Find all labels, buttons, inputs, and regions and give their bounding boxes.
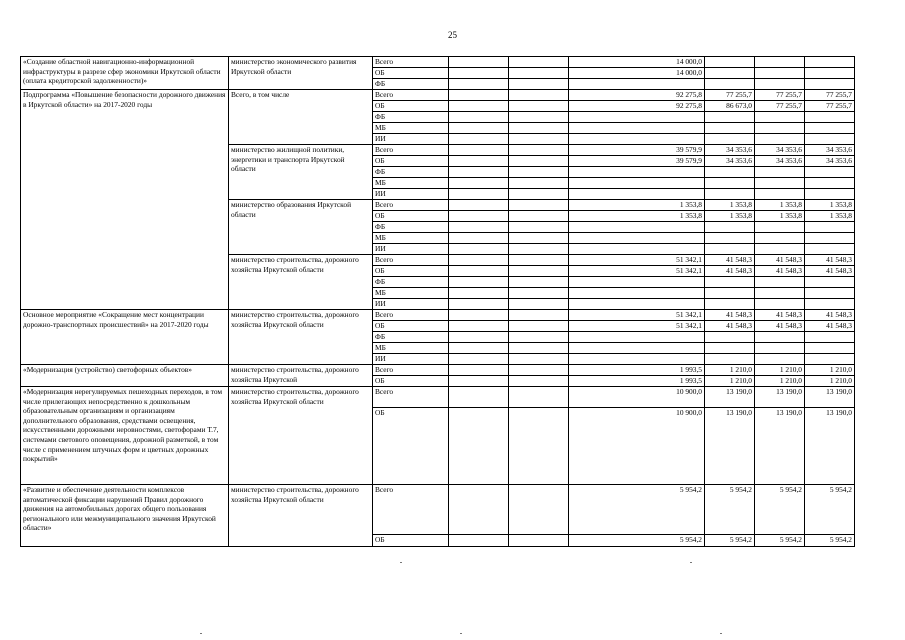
amount-cell: 92 275,8 <box>569 90 705 101</box>
empty-cell <box>449 408 509 485</box>
funding-source-cell: Всего <box>373 200 449 211</box>
funding-source-cell: ОБ <box>373 535 449 547</box>
amount-cell <box>705 244 755 255</box>
amount-cell <box>755 112 805 123</box>
amount-cell <box>805 233 855 244</box>
empty-cell <box>509 277 569 288</box>
empty-cell <box>509 255 569 266</box>
empty-cell <box>449 134 509 145</box>
executor-cell: министерство строительства, дорожного хозяйства Иркутской области <box>229 310 373 365</box>
funding-source-cell: ОБ <box>373 321 449 332</box>
executor-cell: министерство экономического развития Иркутской области <box>229 57 373 90</box>
empty-cell <box>449 222 509 233</box>
funding-source-cell: ФБ <box>373 79 449 90</box>
amount-cell <box>569 233 705 244</box>
amount-cell: 34 353,6 <box>755 145 805 156</box>
amount-cell: 1 353,8 <box>705 200 755 211</box>
amount-cell: 1 353,8 <box>805 200 855 211</box>
amount-cell <box>755 288 805 299</box>
amount-cell: 34 353,6 <box>705 156 755 167</box>
empty-cell <box>449 376 509 387</box>
empty-cell <box>449 535 509 547</box>
empty-cell <box>449 288 509 299</box>
empty-cell <box>449 167 509 178</box>
funding-source-cell: Всего <box>373 365 449 376</box>
empty-cell <box>509 156 569 167</box>
amount-cell: 5 954,2 <box>805 535 855 547</box>
amount-cell <box>705 299 755 310</box>
empty-cell <box>509 200 569 211</box>
amount-cell: 92 275,8 <box>569 101 705 112</box>
amount-cell: 77 255,7 <box>755 90 805 101</box>
empty-cell <box>449 387 509 408</box>
amount-cell: 5 954,2 <box>569 535 705 547</box>
table-row <box>21 57 855 68</box>
empty-cell <box>509 408 569 485</box>
amount-cell <box>805 68 855 79</box>
amount-cell: 13 190,0 <box>705 387 755 408</box>
amount-cell <box>569 343 705 354</box>
amount-cell <box>705 68 755 79</box>
empty-cell <box>449 321 509 332</box>
amount-cell: 5 954,2 <box>755 535 805 547</box>
amount-cell <box>705 79 755 90</box>
table-row <box>21 365 855 376</box>
empty-cell <box>509 485 569 535</box>
amount-cell <box>755 222 805 233</box>
empty-cell <box>509 68 569 79</box>
measure-name-cell: «Развитие и обеспечение деятельности комплексов автоматической фиксации нарушений Правил дорожного движения на автомобильных дорогах общего пользования регионального или межмуниципального значения Иркутской области» <box>21 485 229 547</box>
amount-cell: 41 548,3 <box>805 310 855 321</box>
funding-source-cell: ОБ <box>373 266 449 277</box>
empty-cell <box>449 255 509 266</box>
amount-cell <box>569 354 705 365</box>
amount-cell: 1 353,8 <box>805 211 855 222</box>
amount-cell <box>805 79 855 90</box>
amount-cell <box>569 332 705 343</box>
amount-cell <box>705 233 755 244</box>
measure-name-cell: «Создание областной навигационно-информационной инфраструктуры в разрезе сфер экономики Иркутской области (оплата кредиторской задолженности)» <box>21 57 229 90</box>
scan-mark <box>720 633 722 634</box>
empty-cell <box>449 112 509 123</box>
amount-cell <box>755 79 805 90</box>
amount-cell <box>805 244 855 255</box>
amount-cell <box>805 134 855 145</box>
empty-cell <box>449 123 509 134</box>
empty-cell <box>509 343 569 354</box>
funding-source-cell: ФБ <box>373 277 449 288</box>
measure-name-cell: «Модернизация (устройство) светофорных объектов» <box>21 365 229 387</box>
funding-source-cell: ОБ <box>373 68 449 79</box>
empty-cell <box>449 145 509 156</box>
amount-cell <box>805 222 855 233</box>
funding-source-cell: ФБ <box>373 222 449 233</box>
funding-source-cell: ИИ <box>373 354 449 365</box>
empty-cell <box>449 79 509 90</box>
amount-cell: 77 255,7 <box>705 90 755 101</box>
funding-source-cell: ИИ <box>373 244 449 255</box>
amount-cell <box>755 299 805 310</box>
amount-cell <box>569 222 705 233</box>
amount-cell: 14 000,0 <box>569 68 705 79</box>
funding-source-cell: МБ <box>373 288 449 299</box>
empty-cell <box>509 134 569 145</box>
amount-cell: 41 548,3 <box>805 321 855 332</box>
empty-cell <box>509 178 569 189</box>
amount-cell: 41 548,3 <box>755 255 805 266</box>
amount-cell <box>755 189 805 200</box>
amount-cell <box>805 288 855 299</box>
amount-cell <box>569 288 705 299</box>
amount-cell: 86 673,0 <box>705 101 755 112</box>
table-row <box>21 387 855 408</box>
funding-source-cell: МБ <box>373 343 449 354</box>
empty-cell <box>509 244 569 255</box>
amount-cell <box>705 354 755 365</box>
empty-cell <box>449 310 509 321</box>
amount-cell <box>569 178 705 189</box>
amount-cell <box>755 233 805 244</box>
empty-cell <box>449 332 509 343</box>
empty-cell <box>509 145 569 156</box>
table-row <box>21 310 855 321</box>
amount-cell: 1 210,0 <box>705 365 755 376</box>
empty-cell <box>449 266 509 277</box>
amount-cell: 77 255,7 <box>755 101 805 112</box>
page-number: 25 <box>448 30 457 40</box>
amount-cell <box>755 343 805 354</box>
measure-name-cell: Подпрограмма «Повышение безопасности дорожного движения в Иркутской области» на 2017-2020 годы <box>21 90 229 310</box>
amount-cell <box>569 123 705 134</box>
amount-cell: 13 190,0 <box>755 387 805 408</box>
amount-cell: 39 579,9 <box>569 156 705 167</box>
amount-cell <box>805 189 855 200</box>
amount-cell: 41 548,3 <box>705 255 755 266</box>
amount-cell: 51 342,1 <box>569 321 705 332</box>
empty-cell <box>509 222 569 233</box>
empty-cell <box>509 123 569 134</box>
funding-source-cell: Всего <box>373 90 449 101</box>
amount-cell: 1 210,0 <box>755 365 805 376</box>
amount-cell: 41 548,3 <box>705 266 755 277</box>
empty-cell <box>509 101 569 112</box>
empty-cell <box>509 233 569 244</box>
empty-cell <box>509 387 569 408</box>
executor-cell: министерство строительства, дорожного хозяйства Иркутской <box>229 365 373 387</box>
amount-cell: 41 548,3 <box>755 266 805 277</box>
executor-cell: министерство жилищной политики, энергетики и транспорта Иркутской области <box>229 145 373 200</box>
amount-cell <box>569 277 705 288</box>
amount-cell: 13 190,0 <box>755 408 805 485</box>
executor-cell: министерство образования Иркутской области <box>229 200 373 255</box>
amount-cell <box>705 167 755 178</box>
amount-cell <box>705 134 755 145</box>
amount-cell: 1 353,8 <box>755 211 805 222</box>
amount-cell: 13 190,0 <box>805 387 855 408</box>
amount-cell <box>805 167 855 178</box>
amount-cell <box>569 167 705 178</box>
funding-source-cell: ИИ <box>373 189 449 200</box>
empty-cell <box>449 233 509 244</box>
funding-source-cell: ОБ <box>373 211 449 222</box>
empty-cell <box>509 332 569 343</box>
funding-source-cell: ФБ <box>373 112 449 123</box>
amount-cell: 41 548,3 <box>805 255 855 266</box>
funding-source-cell: ФБ <box>373 167 449 178</box>
amount-cell <box>569 79 705 90</box>
amount-cell: 77 255,7 <box>805 90 855 101</box>
amount-cell <box>755 57 805 68</box>
amount-cell: 1 210,0 <box>805 365 855 376</box>
empty-cell <box>509 299 569 310</box>
amount-cell: 51 342,1 <box>569 310 705 321</box>
amount-cell: 1 993,5 <box>569 376 705 387</box>
empty-cell <box>449 485 509 535</box>
measure-name-cell: Основное мероприятие «Сокращение мест концентрации дорожно-транспортных происшествий» на 2017-2020 годы <box>21 310 229 365</box>
empty-cell <box>509 354 569 365</box>
amount-cell: 5 954,2 <box>705 535 755 547</box>
empty-cell <box>449 211 509 222</box>
amount-cell <box>569 299 705 310</box>
amount-cell <box>805 123 855 134</box>
empty-cell <box>449 299 509 310</box>
budget-table <box>20 56 855 547</box>
amount-cell <box>569 134 705 145</box>
empty-cell <box>509 321 569 332</box>
empty-cell <box>449 178 509 189</box>
amount-cell <box>805 57 855 68</box>
amount-cell <box>705 57 755 68</box>
funding-source-cell: ОБ <box>373 101 449 112</box>
amount-cell: 34 353,6 <box>805 156 855 167</box>
empty-cell <box>509 79 569 90</box>
amount-cell: 41 548,3 <box>805 266 855 277</box>
measure-name-cell: «Модернизация нерегулируемых пешеходных переходов, в том числе прилегающих непосредственно к дошкольным образовательным организациям и организациям дополнительного образования, средствами освещения, искусственными дорожными неровностями, светофорами Т.7, системами светового оповещения, дорожной разметкой, в том числе с применением штучных форм и цветных дорожных покрытий» <box>21 387 229 485</box>
executor-cell: министерство строительства, дорожного хозяйства Иркутской области <box>229 485 373 547</box>
amount-cell: 1 210,0 <box>705 376 755 387</box>
amount-cell <box>755 123 805 134</box>
amount-cell: 41 548,3 <box>705 321 755 332</box>
amount-cell <box>805 332 855 343</box>
empty-cell <box>509 365 569 376</box>
empty-cell <box>449 277 509 288</box>
empty-cell <box>449 156 509 167</box>
funding-source-cell: Всего <box>373 57 449 68</box>
scan-mark <box>400 562 402 563</box>
empty-cell <box>449 189 509 200</box>
amount-cell: 5 954,2 <box>705 485 755 535</box>
amount-cell: 5 954,2 <box>755 485 805 535</box>
amount-cell <box>805 343 855 354</box>
amount-cell: 41 548,3 <box>705 310 755 321</box>
empty-cell <box>509 57 569 68</box>
funding-source-cell: ИИ <box>373 134 449 145</box>
empty-cell <box>509 310 569 321</box>
funding-source-cell: МБ <box>373 178 449 189</box>
amount-cell <box>755 244 805 255</box>
scan-mark <box>460 633 462 634</box>
empty-cell <box>449 244 509 255</box>
empty-cell <box>449 365 509 376</box>
funding-source-cell: МБ <box>373 233 449 244</box>
amount-cell: 41 548,3 <box>755 321 805 332</box>
amount-cell <box>755 178 805 189</box>
executor-cell: министерство строительства, дорожного хозяйства Иркутской области <box>229 255 373 310</box>
amount-cell: 41 548,3 <box>755 310 805 321</box>
amount-cell <box>705 222 755 233</box>
empty-cell <box>509 112 569 123</box>
empty-cell <box>449 57 509 68</box>
amount-cell: 1 353,8 <box>755 200 805 211</box>
amount-cell <box>755 277 805 288</box>
empty-cell <box>509 211 569 222</box>
funding-source-cell: ОБ <box>373 408 449 485</box>
amount-cell: 13 190,0 <box>805 408 855 485</box>
amount-cell <box>569 112 705 123</box>
amount-cell: 1 210,0 <box>755 376 805 387</box>
table-row <box>21 90 855 101</box>
funding-source-cell: Всего <box>373 255 449 266</box>
funding-source-cell: Всего <box>373 387 449 408</box>
funding-source-cell: Всего <box>373 145 449 156</box>
table-row <box>21 485 855 535</box>
empty-cell <box>509 376 569 387</box>
amount-cell <box>755 167 805 178</box>
funding-source-cell: МБ <box>373 123 449 134</box>
amount-cell <box>755 134 805 145</box>
amount-cell <box>805 299 855 310</box>
amount-cell <box>805 354 855 365</box>
empty-cell <box>509 288 569 299</box>
executor-cell: Всего, в том числе <box>229 90 373 145</box>
amount-cell <box>705 288 755 299</box>
funding-source-cell: ОБ <box>373 376 449 387</box>
empty-cell <box>509 189 569 200</box>
amount-cell: 1 353,8 <box>569 200 705 211</box>
amount-cell: 10 900,0 <box>569 408 705 485</box>
funding-source-cell: ИИ <box>373 299 449 310</box>
empty-cell <box>449 354 509 365</box>
amount-cell: 34 353,6 <box>805 145 855 156</box>
amount-cell <box>705 112 755 123</box>
amount-cell: 1 353,8 <box>705 211 755 222</box>
amount-cell <box>705 189 755 200</box>
empty-cell <box>449 101 509 112</box>
empty-cell <box>509 535 569 547</box>
funding-source-cell: Всего <box>373 310 449 321</box>
amount-cell: 10 900,0 <box>569 387 705 408</box>
amount-cell: 34 353,6 <box>755 156 805 167</box>
amount-cell <box>755 354 805 365</box>
amount-cell <box>805 112 855 123</box>
empty-cell <box>509 90 569 101</box>
amount-cell: 14 000,0 <box>569 57 705 68</box>
amount-cell: 13 190,0 <box>705 408 755 485</box>
funding-source-cell: ФБ <box>373 332 449 343</box>
amount-cell <box>705 277 755 288</box>
empty-cell <box>449 68 509 79</box>
amount-cell: 1 210,0 <box>805 376 855 387</box>
amount-cell <box>755 68 805 79</box>
amount-cell: 39 579,9 <box>569 145 705 156</box>
empty-cell <box>449 90 509 101</box>
amount-cell: 1 353,8 <box>569 211 705 222</box>
amount-cell <box>705 178 755 189</box>
funding-source-cell: ОБ <box>373 156 449 167</box>
executor-cell: министерство строительства, дорожного хозяйства Иркутской области <box>229 387 373 485</box>
empty-cell <box>449 343 509 354</box>
scan-mark <box>690 562 692 563</box>
amount-cell <box>569 189 705 200</box>
amount-cell <box>569 244 705 255</box>
amount-cell: 34 353,6 <box>705 145 755 156</box>
amount-cell: 77 255,7 <box>805 101 855 112</box>
scan-mark <box>200 633 202 634</box>
amount-cell <box>705 343 755 354</box>
amount-cell: 1 993,5 <box>569 365 705 376</box>
amount-cell <box>705 332 755 343</box>
amount-cell: 5 954,2 <box>805 485 855 535</box>
amount-cell: 5 954,2 <box>569 485 705 535</box>
amount-cell <box>805 178 855 189</box>
amount-cell: 51 342,1 <box>569 255 705 266</box>
empty-cell <box>449 200 509 211</box>
empty-cell <box>509 266 569 277</box>
amount-cell <box>705 123 755 134</box>
amount-cell: 51 342,1 <box>569 266 705 277</box>
amount-cell <box>805 277 855 288</box>
amount-cell <box>755 332 805 343</box>
empty-cell <box>509 167 569 178</box>
funding-source-cell: Всего <box>373 485 449 535</box>
budget-table-body <box>21 57 855 547</box>
